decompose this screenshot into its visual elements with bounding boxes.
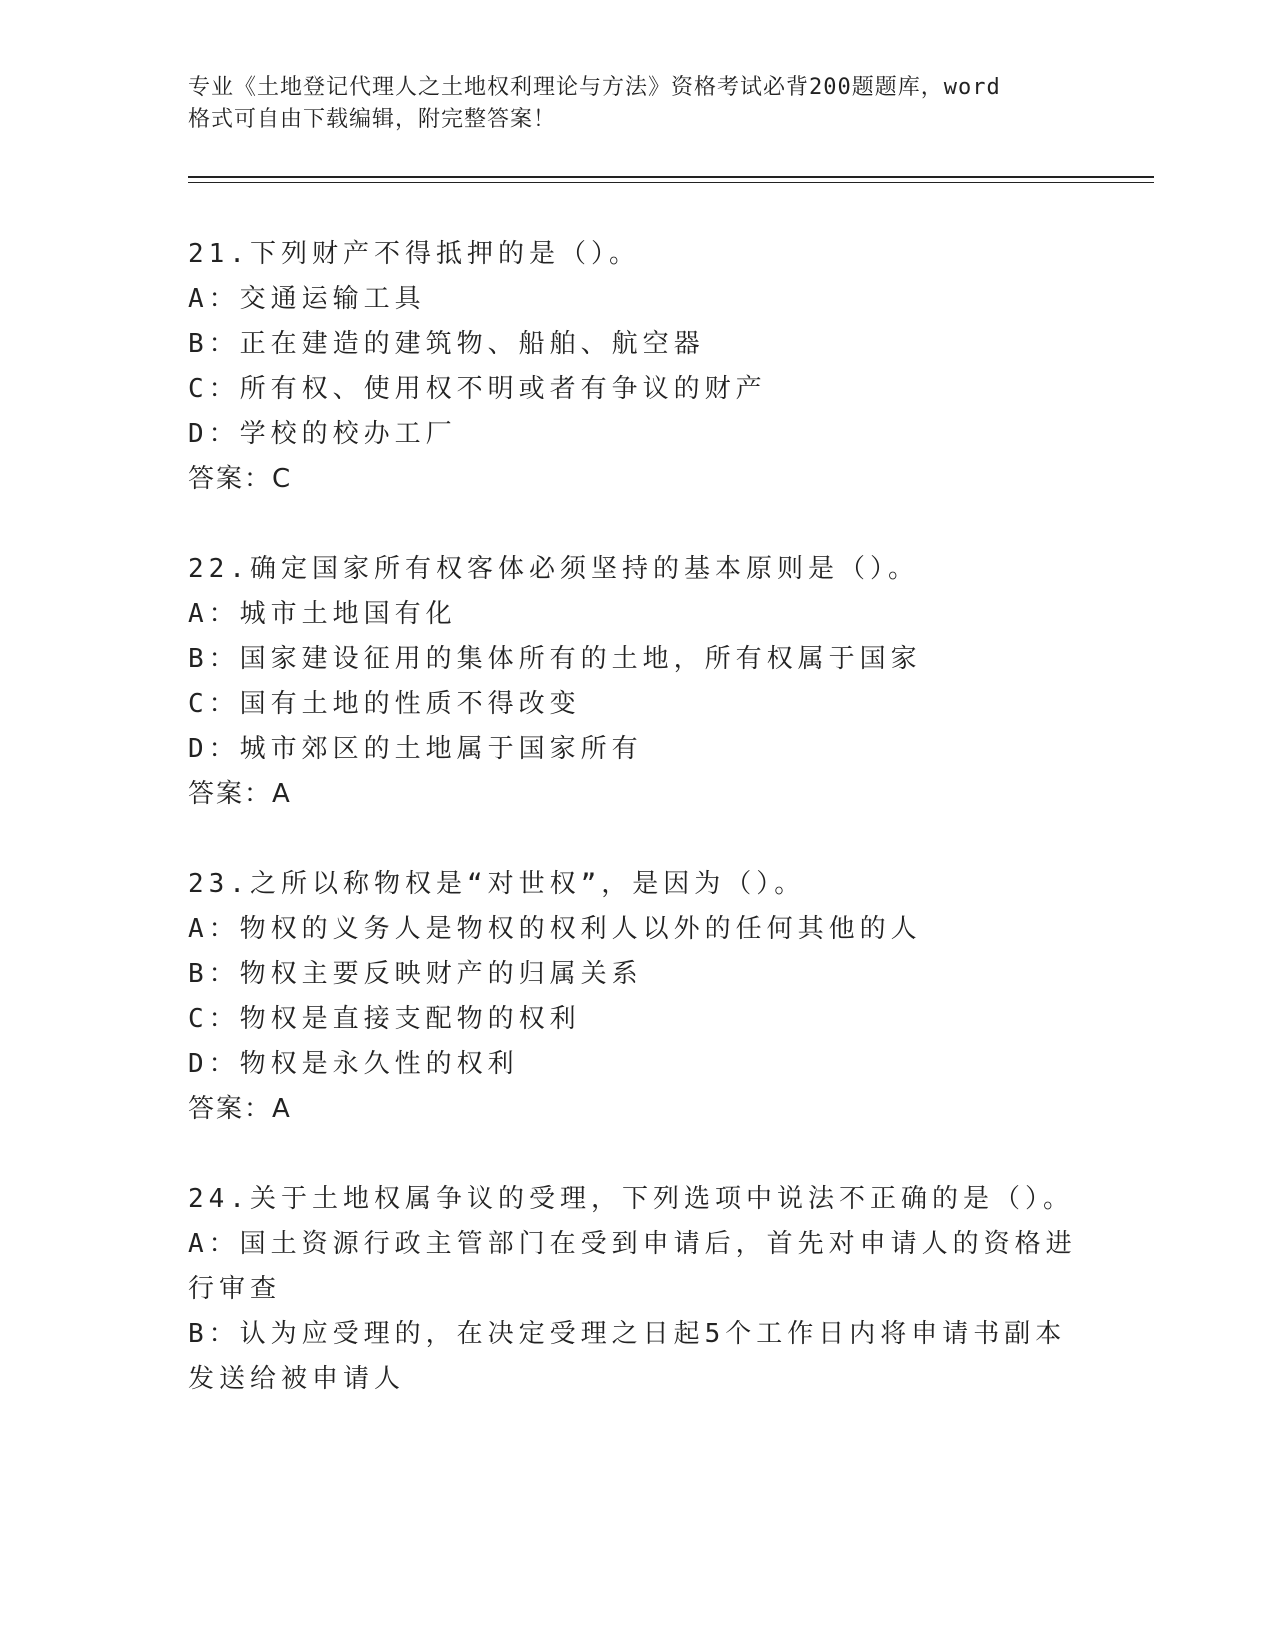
option-b [188, 322, 1088, 367]
option-label: B： [188, 644, 240, 674]
option-label: A： [188, 599, 240, 629]
option-text: 国有土地的性质不得改变 [239, 689, 581, 719]
option-label: C： [188, 374, 240, 404]
option-text: 交通运输工具 [239, 284, 426, 314]
question-stem: 23.之所以称物权是“对世权”，是因为（）。 [188, 869, 806, 899]
option-text: 物权的义务人是物权的权利人以外的任何其他的人 [239, 914, 922, 944]
option-d [188, 1042, 1088, 1087]
option-label: B： [188, 329, 240, 359]
header-divider-thin [188, 182, 1154, 183]
question-stem: 22.确定国家所有权客体必须坚持的基本原则是（）。 [188, 554, 919, 584]
option-label: A： [188, 1229, 240, 1259]
option-b [188, 637, 1088, 682]
option-a [188, 1222, 1088, 1312]
option-a [188, 592, 1088, 637]
question-stem: 24.关于土地权属争议的受理，下列选项中说法不正确的是（）。 [188, 1184, 1074, 1214]
question-23 [188, 862, 1088, 1132]
option-text: 所有权、使用权不明或者有争议的财产 [239, 374, 767, 404]
option-text: 物权是直接支配物的权利 [239, 1004, 581, 1034]
document-header [188, 72, 1068, 136]
question-21 [188, 232, 1088, 502]
option-label: D： [188, 419, 240, 449]
option-text: 物权主要反映财产的归属关系 [239, 959, 643, 989]
option-c [188, 367, 1088, 412]
option-a [188, 907, 1088, 952]
option-label: B： [188, 959, 240, 989]
answer: 答案：A [188, 1094, 292, 1124]
option-label: C： [188, 689, 240, 719]
option-c [188, 682, 1088, 727]
option-c [188, 997, 1088, 1042]
option-a [188, 277, 1088, 322]
question-stem: 21.下列财产不得抵押的是（）。 [188, 239, 640, 269]
option-label: A： [188, 284, 240, 314]
option-text: 正在建造的建筑物、船舶、航空器 [239, 329, 705, 359]
header-line-1: 专业《土地登记代理人之土地权利理论与方法》资格考试必背200题题库，word [188, 75, 1001, 100]
answer: 答案：A [188, 779, 292, 809]
option-d [188, 412, 1088, 457]
option-text: 城市土地国有化 [239, 599, 457, 629]
question-list [188, 232, 1088, 1447]
option-text: 认为应受理的，在决定受理之日起5个工作日内将申请书副本发送给被申请人 [188, 1319, 1067, 1394]
option-label: B： [188, 1319, 240, 1349]
option-text: 城市郊区的土地属于国家所有 [239, 734, 643, 764]
option-label: D： [188, 1049, 240, 1079]
option-text: 物权是永久性的权利 [239, 1049, 519, 1079]
answer: 答案：C [188, 464, 293, 494]
option-text: 国家建设征用的集体所有的土地，所有权属于国家 [239, 644, 922, 674]
option-d [188, 727, 1088, 772]
option-label: D： [188, 734, 240, 764]
option-b [188, 952, 1088, 997]
header-line-2: 格式可自由下载编辑，附完整答案！ [188, 107, 557, 132]
header-divider-thick [188, 176, 1154, 178]
question-22 [188, 547, 1088, 817]
option-label: A： [188, 914, 240, 944]
option-text: 国土资源行政主管部门在受到申请后，首先对申请人的资格进行审查 [188, 1229, 1077, 1304]
question-24 [188, 1177, 1088, 1402]
option-text: 学校的校办工厂 [239, 419, 457, 449]
option-label: C： [188, 1004, 240, 1034]
option-b [188, 1312, 1088, 1402]
